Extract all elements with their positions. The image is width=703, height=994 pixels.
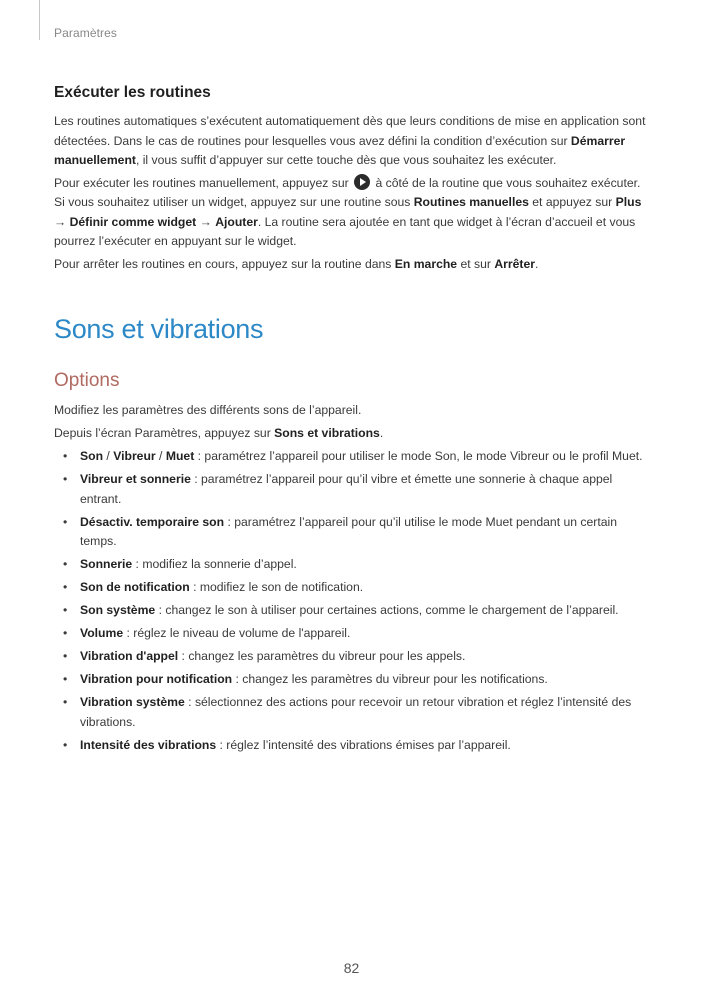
term-definir-comme-widget: Définir comme widget xyxy=(69,214,197,229)
term: Son système xyxy=(80,603,156,617)
options-list xyxy=(54,447,654,755)
term: Intensité des vibrations xyxy=(80,737,217,752)
term: Volume xyxy=(80,626,124,640)
term: Vibration système xyxy=(80,695,185,709)
term-en-marche: En marche xyxy=(394,256,458,271)
text: , il vous suffit d’appuyer sur cette touche dès que vous souhaitez les exécuter. xyxy=(135,153,557,167)
header-rule xyxy=(39,0,40,40)
term: Muet xyxy=(165,449,195,463)
list-item xyxy=(54,513,654,552)
separator: / xyxy=(155,449,166,463)
page-content xyxy=(54,82,654,759)
term-ajouter: Ajouter xyxy=(215,214,258,229)
text: Les routines automatiques s’exécutent automatiquement dès que leurs conditions de mise en application sont détectées. Dans le cas de routines pour lesquelles vous avez défini la condition d’exécution sur xyxy=(54,114,646,148)
section-title-routines: Exécuter les routines xyxy=(54,84,211,101)
description: : changez les paramètres du vibreur pour les notifications. xyxy=(232,672,548,686)
list-item xyxy=(54,555,654,575)
text: . xyxy=(535,256,539,271)
term: Vibration d'appel xyxy=(80,649,179,663)
list-item xyxy=(54,647,654,667)
term-arreter: Arrêter xyxy=(494,256,536,271)
text: Depuis l’écran Paramètres, appuyez sur xyxy=(54,425,275,440)
text: . xyxy=(379,425,384,440)
description: : sélectionnez des actions pour recevoir un retour vibration et réglez l’intensité des vibrations. xyxy=(80,695,632,729)
options-intro-1: Modifiez les paramètres des différents sons de l’appareil. xyxy=(54,403,362,417)
list-item xyxy=(54,670,654,690)
separator: / xyxy=(103,449,114,463)
term: Sonnerie xyxy=(80,557,133,571)
description: : réglez l’intensité des vibrations émises par l’appareil. xyxy=(216,737,511,752)
description: : modifiez le son de notification. xyxy=(189,580,364,594)
list-item xyxy=(54,693,654,732)
text: à côté de la routine que vous souhaitez exécuter. Si vous souhaitez utiliser un widget, appuyez sur une routine sous xyxy=(54,175,641,209)
list-item xyxy=(54,601,654,621)
text: et sur xyxy=(457,256,495,271)
term-sons-et-vibrations: Sons et vibrations xyxy=(274,425,380,440)
term: Vibreur et sonnerie xyxy=(80,472,191,486)
options-intro-2 xyxy=(54,424,654,444)
arrow: → xyxy=(54,214,70,229)
description: : paramétrez l’appareil pour qu’il vibre et émette une sonnerie à chaque appel entrant. xyxy=(80,472,613,506)
term: Son de notification xyxy=(80,580,190,594)
list-item xyxy=(54,470,654,509)
page-number: 82 xyxy=(343,960,360,976)
term-plus: Plus xyxy=(615,195,642,209)
routines-paragraph-2 xyxy=(54,174,654,252)
term-demarrer-manuellement: Démarrer manuellement xyxy=(54,133,626,167)
description: : réglez le niveau de volume de l'appareil. xyxy=(123,626,351,640)
term: Vibreur xyxy=(113,449,156,463)
term: Son xyxy=(80,449,104,463)
text: Pour exécuter les routines manuellement, appuyez sur xyxy=(54,175,353,190)
play-icon xyxy=(354,174,370,190)
running-header: Paramètres xyxy=(54,26,118,40)
description: : paramétrez l’appareil pour utiliser le mode Son, le mode Vibreur ou le profil Muet. xyxy=(194,449,643,463)
term-routines-manuelles: Routines manuelles xyxy=(413,195,529,209)
list-item xyxy=(54,447,654,467)
sub-title-options: Options xyxy=(54,370,120,391)
list-item xyxy=(54,736,654,756)
text: . La routine sera ajoutée en tant que widget à l’écran d’accueil et vous pourrez l’exécuter en appuyant sur le widget. xyxy=(54,214,636,248)
description: : modifiez la sonnerie d’appel. xyxy=(132,557,297,571)
term: Désactiv. temporaire son xyxy=(80,514,225,529)
chapter-title: Sons et vibrations xyxy=(54,314,264,344)
text: Pour arrêter les routines en cours, appuyez sur la routine dans xyxy=(54,256,395,271)
list-item xyxy=(54,578,654,598)
description: : changez les paramètres du vibreur pour les appels. xyxy=(178,649,466,663)
list-item xyxy=(54,624,654,644)
routines-paragraph-1 xyxy=(54,112,654,171)
description: : paramétrez l’appareil pour qu’il utilise le mode Muet pendant un certain temps. xyxy=(80,514,617,548)
routines-paragraph-3 xyxy=(54,255,654,275)
arrow: → xyxy=(196,214,216,229)
text: et appuyez sur xyxy=(528,195,616,209)
term: Vibration pour notification xyxy=(80,672,233,686)
description: : changez le son à utiliser pour certaines actions, comme le chargement de l’appareil. xyxy=(155,603,619,617)
